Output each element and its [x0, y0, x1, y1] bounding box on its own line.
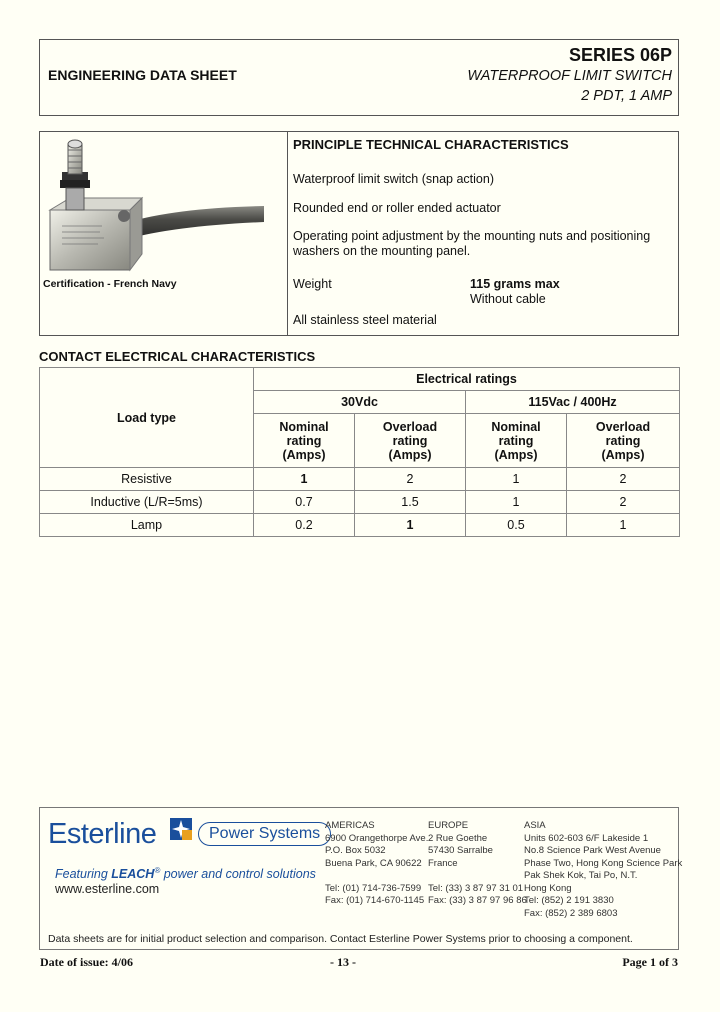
page-of: Page 1 of 3: [622, 955, 678, 969]
dc-header: 30Vdc: [254, 391, 466, 414]
principle-heading: PRINCIPLE TECHNICAL CHARACTERISTICS: [293, 137, 569, 152]
dc-nominal-cell: 0.2: [254, 514, 355, 537]
table-row: [40, 491, 680, 514]
reg-mark: ®: [154, 866, 161, 875]
weight-value: 115 grams max: [470, 277, 560, 291]
electrical-ratings-header: Electrical ratings: [254, 368, 680, 391]
europe-address: EUROPE 2 Rue Goethe 57430 Sarralbe France Tel: (33) 3 87 97 31 01 Fax: (33) 3 87 97 96 86: [428, 820, 527, 906]
ac-nominal-cell: 1: [466, 468, 567, 491]
contact-heading: CONTACT ELECTRICAL CHARACTERISTICS: [39, 349, 316, 364]
subtitle-line-1: WATERPROOF LIMIT SWITCH: [467, 68, 672, 84]
ac-overload-cell: 1: [567, 514, 680, 537]
material-line: All stainless steel material: [293, 313, 437, 327]
photo-caption: Certification - French Navy: [43, 278, 177, 290]
table-row: [40, 514, 680, 537]
ratings-table: [39, 367, 680, 537]
asia-address: ASIA Units 602-603 6/F Lakeside 1 No.8 Science Park West Avenue Phase Two, Hong Kong Science Park Pak Shek Kok, Tai Po, N.T. Hong Kong Tel: (852) 2 191 3830 Fax: (852) 2 389 6803: [524, 820, 683, 919]
dc-overload-cell: 2: [355, 468, 466, 491]
disclaimer: Data sheets are for initial product selection and comparison. Contact Esterline Power Systems prior to choosing a component.: [48, 933, 633, 945]
load-type-cell: Lamp: [40, 514, 254, 537]
series-title: SERIES 06P: [568, 45, 672, 65]
ac-nominal-header: Nominal rating (Amps): [466, 414, 567, 468]
page-title: ENGINEERING DATA SHEET: [48, 67, 237, 83]
dc-overload-cell: 1.5: [355, 491, 466, 514]
power-systems-badge: Power Systems: [198, 822, 331, 846]
dc-nominal-cell: 1: [254, 468, 355, 491]
star-icon: [170, 818, 192, 840]
principle-line-3b: washers on the mounting panel.: [293, 244, 471, 258]
leach-brand: LEACH: [111, 867, 155, 882]
featuring-pre: Featuring: [55, 867, 112, 882]
dc-overload-header: Overload rating (Amps): [355, 414, 466, 468]
load-type-cell: Resistive: [40, 468, 254, 491]
subtitle-line-2: 2 PDT, 1 AMP: [581, 88, 672, 104]
weight-note: Without cable: [470, 292, 546, 306]
ac-overload-cell: 2: [567, 491, 680, 514]
esterline-logo: Esterline: [48, 818, 157, 850]
principle-line-3a: Operating point adjustment by the mounting nuts and positioning: [293, 229, 651, 243]
product-photo: [42, 136, 272, 276]
americas-address: AMERICAS 6900 Orangethorpe Ave. P.O. Box 5032 Buena Park, CA 90622 Tel: (01) 714-736-7599 Fax: (01) 714-670-1145: [325, 820, 429, 906]
table-row: [40, 468, 680, 491]
principle-line-1: Waterproof limit switch (snap action): [293, 172, 494, 186]
load-type-cell: Inductive (L/R=5ms): [40, 491, 254, 514]
ac-header: 115Vac / 400Hz: [466, 391, 680, 414]
featuring-line: [55, 866, 316, 881]
dc-nominal-cell: 0.7: [254, 491, 355, 514]
dc-nominal-header: Nominal rating (Amps): [254, 414, 355, 468]
website-link[interactable]: www.esterline.com: [55, 882, 160, 896]
weight-label: Weight: [293, 277, 332, 291]
issue-date: Date of issue: 4/06: [40, 955, 133, 969]
dc-overload-cell: 1: [355, 514, 466, 537]
load-type-header: Load type: [40, 368, 254, 468]
page-number: - 13 -: [330, 955, 356, 969]
ac-nominal-cell: 1: [466, 491, 567, 514]
principle-line-2: Rounded end or roller ended actuator: [293, 201, 501, 215]
featuring-post: power and control solutions: [160, 867, 316, 882]
ac-nominal-cell: 0.5: [466, 514, 567, 537]
vertical-divider: [287, 131, 288, 336]
ac-overload-cell: 2: [567, 468, 680, 491]
ac-overload-header: Overload rating (Amps): [567, 414, 680, 468]
